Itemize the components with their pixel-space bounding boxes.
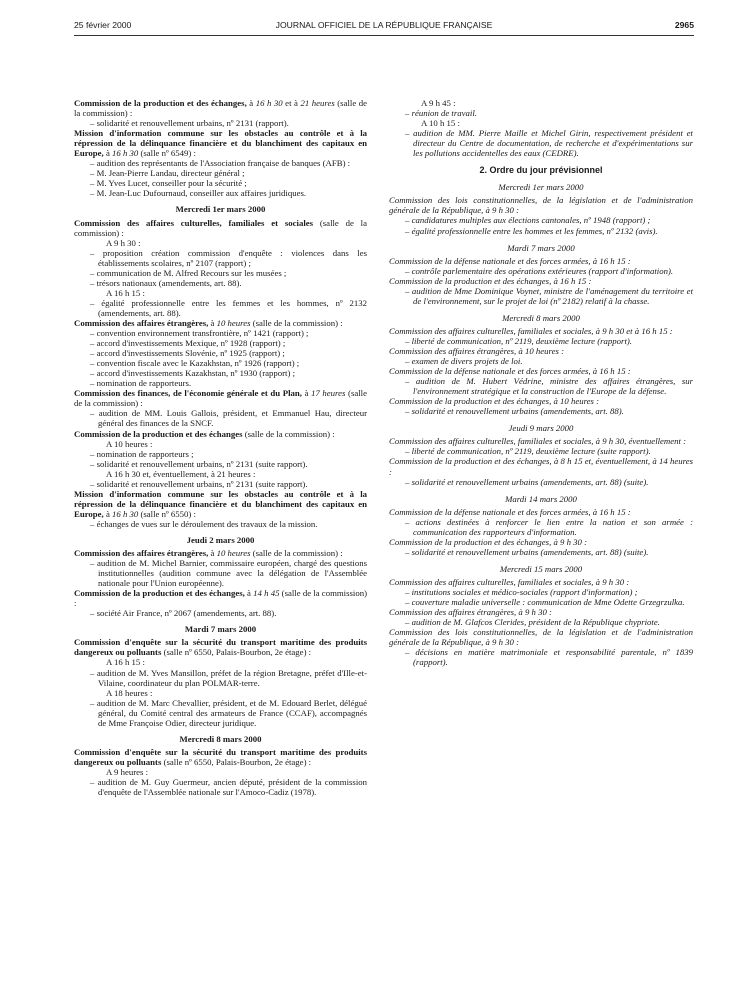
entry-heading: Commission de la production et des échanges, à 16 h 15 : bbox=[389, 275, 592, 286]
time-slot: A 18 heures : bbox=[106, 687, 153, 698]
entry-heading bbox=[74, 588, 367, 608]
agenda-item: – accord d'investissements Kazakhstan, nº 1930 (rapport) ; bbox=[82, 368, 367, 378]
entry-heading bbox=[74, 637, 367, 657]
text-run: à bbox=[208, 317, 217, 328]
committee-name: Commission de la production et des échanges bbox=[74, 428, 243, 439]
text-run: (salle nº 6550) : bbox=[138, 508, 196, 519]
agenda-item: – audition de MM. Louis Gallois, président, et Emmanuel Hau, directeur général des finances de la SNCF. bbox=[82, 408, 367, 428]
agenda-item: – égalité professionnelle entre les femmes et les hommes, nº 2132 (amendements, art. 88). bbox=[82, 298, 367, 318]
text-run: (salle de la commission) : bbox=[74, 98, 367, 119]
time-text: 10 heures bbox=[216, 548, 251, 559]
agenda-item: – audition de M. Marc Chevallier, président, et de M. Edouard Berlet, délégué général, du Comité central des armateurs de France (CCAF), accompagnés de Mme Françoise Odier, directeur juridique. bbox=[82, 698, 367, 728]
agenda-item: – trésors nationaux (amendements, art. 88). bbox=[82, 278, 367, 288]
left-column bbox=[74, 98, 367, 797]
entry-heading bbox=[74, 318, 367, 328]
time-slot: A 16 h 15 : bbox=[106, 657, 145, 668]
committee-name: Commission de la production et des échanges, bbox=[74, 98, 247, 108]
text-run: (salle nº 6550, Palais-Bourbon, 2e étage) : bbox=[161, 647, 312, 658]
day-heading: Jeudi 2 mars 2000 bbox=[186, 534, 255, 545]
time-slot: A 9 h 30 : bbox=[106, 237, 141, 248]
agenda-item: – audition de Mme Dominique Voynet, ministre de l'aménagement du territoire et de l'environnement, sur le projet de loi (nº 2182) relatif à la chasse. bbox=[397, 286, 693, 306]
header-date: 25 février 2000 bbox=[74, 20, 132, 30]
entry-heading bbox=[74, 218, 367, 238]
agenda-item: – convention fiscale avec le Kazakhstan, nº 1926 (rapport) ; bbox=[82, 358, 367, 368]
day-heading: Mardi 7 mars 2000 bbox=[507, 242, 575, 253]
text-run: (salle nº 6550, Palais-Bourbon, 2e étage) : bbox=[161, 756, 312, 767]
agenda-item: – audition des représentants de l'Association française de banques (AFB) : bbox=[82, 158, 367, 168]
time-slot: A 10 heures : bbox=[106, 438, 153, 449]
entry-heading: Commission des affaires étrangères, à 10 heures : bbox=[389, 345, 564, 356]
entry-heading bbox=[74, 128, 367, 158]
committee-name: Commission d'enquête sur la sécurité du transport maritime des produits dangereux ou polluants bbox=[74, 746, 367, 767]
time-text: 14 h 45 bbox=[253, 588, 280, 599]
header-rule bbox=[74, 35, 694, 36]
agenda-item: – solidarité et renouvellement urbains, nº 2131 (suite rapport). bbox=[82, 479, 367, 489]
agenda-item: – décisions en matière matrimoniale et responsabilité parentale, nº 1839 (rapport). bbox=[397, 647, 693, 667]
agenda-item: – échanges de vues sur le déroulement des travaux de la mission. bbox=[82, 519, 367, 529]
text-run: et à bbox=[282, 98, 301, 108]
entry-heading bbox=[74, 98, 367, 118]
text-run: à bbox=[301, 388, 312, 399]
committee-name: Commission des affaires étrangères, bbox=[74, 317, 209, 328]
day-heading: Mercredi 8 mars 2000 bbox=[502, 312, 580, 323]
entry-heading: Commission des lois constitutionnelles, de la législation et de l'administration générale de la République, à 9 h 30 : bbox=[389, 627, 693, 648]
committee-name: Mission d'information commune sur les obstacles au contrôle et à la répression de la délinquance financière et du blanchiment des capitaux en Europe, bbox=[74, 488, 367, 519]
agenda-item: – institutions sociales et médico-sociales (rapport d'information) ; bbox=[397, 587, 693, 597]
journal-title: JOURNAL OFFICIEL DE LA RÉPUBLIQUE FRANÇAISE bbox=[275, 20, 493, 30]
agenda-item: – M. Yves Lucet, conseiller pour la sécurité ; bbox=[82, 178, 367, 188]
time-slot: A 9 heures : bbox=[106, 766, 149, 777]
time-slot: A 9 h 45 : bbox=[421, 98, 456, 108]
day-heading: Mardi 7 mars 2000 bbox=[184, 624, 257, 635]
committee-name: Commission des affaires étrangères, bbox=[74, 548, 209, 559]
day-heading: Jeudi 9 mars 2000 bbox=[508, 423, 574, 434]
text-run: à bbox=[103, 508, 113, 519]
entry-heading: Commission de la défense nationale et des forces armées, à 16 h 15 : bbox=[389, 366, 631, 377]
text-run: à bbox=[208, 548, 217, 559]
entry-heading: Commission des lois constitutionnelles, de la législation et de l'administration générale de la République, à 9 h 30 : bbox=[389, 195, 693, 216]
agenda-item: – audition de M. Hubert Védrine, ministre des affaires étrangères, sur l'environnement stratégique et la construction de l'Europe de la défense. bbox=[397, 376, 693, 396]
text-run: (salle nº 6549) : bbox=[138, 148, 196, 159]
text-run: (salle de la commission) : bbox=[242, 428, 335, 439]
committee-name: Mission d'information commune sur les obstacles au contrôle et à la répression de la délinquance financière et du blanchiment des capitaux en Europe, bbox=[74, 128, 367, 159]
text-run: à bbox=[246, 98, 256, 108]
text-run: (salle de la commission) : bbox=[74, 217, 367, 238]
agenda-item: – M. Jean-Pierre Landau, directeur général ; bbox=[82, 168, 367, 178]
entry-heading: Commission des affaires étrangères, à 9 h 30 : bbox=[389, 607, 552, 618]
text-run: (salle de la commission) : bbox=[74, 588, 368, 609]
entry-heading: Commission de la production et des échanges, à 10 heures : bbox=[389, 396, 600, 407]
day-heading: Mercredi 1er mars 2000 bbox=[498, 182, 584, 193]
agenda-item: – solidarité et renouvellement urbains, nº 2131 (suite rapport). bbox=[82, 459, 367, 469]
agenda-item: – solidarité et renouvellement urbains (amendements, art. 88). bbox=[397, 406, 693, 416]
agenda-item: – examen de divers projets de loi. bbox=[397, 356, 693, 366]
time-text: 16 h 30 bbox=[112, 508, 139, 519]
agenda-item: – accord d'investissements Slovénie, nº 1925 (rapport) ; bbox=[82, 348, 367, 358]
entry-heading: Commission de la production et des échanges, à 9 h 30 : bbox=[389, 536, 587, 547]
time-text: 16 h 30 bbox=[255, 98, 283, 108]
day-heading: Mercredi 15 mars 2000 bbox=[499, 563, 583, 574]
agenda-item: – couverture maladie universelle : communication de Mme Odette Grzegrzulka. bbox=[397, 597, 693, 607]
page-header bbox=[74, 20, 694, 34]
day-heading: Mercredi 8 mars 2000 bbox=[179, 733, 262, 744]
committee-name: Commission des finances, de l'économie générale et du Plan, bbox=[74, 388, 302, 399]
committee-name: Commission de la production et des échanges, bbox=[74, 588, 245, 599]
agenda-item: – candidatures multiples aux élections cantonales, nº 1948 (rapport) ; bbox=[397, 215, 693, 225]
entry-heading bbox=[74, 388, 367, 408]
committee-name: Commission des affaires culturelles, familiales et sociales bbox=[74, 217, 314, 228]
section-heading: 2. Ordre du jour prévisionnel bbox=[479, 165, 603, 176]
entry-heading: Commission de la défense nationale et des forces armées, à 16 h 15 : bbox=[389, 506, 631, 517]
time-slot: A 16 h 15 : bbox=[106, 287, 145, 298]
agenda-item: – convention environnement transfrontière, nº 1421 (rapport) ; bbox=[82, 328, 367, 338]
text-run: (salle de la commission) : bbox=[250, 548, 343, 559]
entry-heading: Commission des affaires culturelles, familiales et sociales, à 9 h 30 et à 16 h 15 : bbox=[389, 325, 673, 336]
agenda-item: – proposition création commission d'enquête : violences dans les établissements scolaires, nº 2107 (rapport) ; bbox=[82, 248, 367, 268]
agenda-item: – égalité professionnelle entre les hommes et les femmes, nº 2132 (avis). bbox=[397, 226, 693, 236]
agenda-item: – solidarité et renouvellement urbains (amendements, art. 88) (suite). bbox=[397, 547, 693, 557]
page-number: 2965 bbox=[674, 20, 694, 30]
agenda-item: – société Air France, nº 2067 (amendements, art. 88). bbox=[82, 608, 367, 618]
agenda-item: – audition de M. Michel Barnier, commissaire européen, chargé des questions institutionnelles (audition commune avec la délégation de l'Assemblée nationale pour l'Union européenne). bbox=[82, 558, 367, 588]
text-run: à bbox=[244, 588, 254, 599]
time-text: 17 heures bbox=[311, 388, 346, 399]
agenda-item: – nomination de rapporteurs ; bbox=[82, 449, 367, 459]
day-heading: Mardi 14 mars 2000 bbox=[505, 493, 577, 504]
right-column bbox=[389, 98, 693, 667]
entry-heading bbox=[74, 747, 367, 767]
agenda-item: – actions destinées à renforcer le lien entre la nation et son armée : communication des rapporteurs d'information. bbox=[397, 517, 693, 537]
entry-heading: Commission de la défense nationale et des forces armées, à 16 h 15 : bbox=[389, 255, 631, 266]
day-heading: Mercredi 1er mars 2000 bbox=[175, 204, 266, 215]
time-slot: A 10 h 15 : bbox=[421, 118, 460, 129]
time-text: 16 h 30 bbox=[112, 148, 139, 159]
agenda-item: – nomination de rapporteurs. bbox=[82, 378, 367, 388]
text-run: à bbox=[103, 148, 113, 159]
agenda-item: – audition de M. Glafcos Clerides, président de la République chypriote. bbox=[397, 617, 693, 627]
time-slot: A 16 h 30 et, éventuellement, à 21 heures : bbox=[106, 468, 256, 479]
agenda-item: – accord d'investissements Mexique, nº 1928 (rapport) ; bbox=[82, 338, 367, 348]
agenda-item: – communication de M. Alfred Recours sur les musées ; bbox=[82, 268, 367, 278]
committee-name: Commission d'enquête sur la sécurité du transport maritime des produits dangereux ou polluants bbox=[74, 637, 367, 658]
agenda-item: – contrôle parlementaire des opérations extérieures (rapport d'information). bbox=[397, 266, 693, 276]
entry-heading: Commission de la production et des échanges, à 8 h 15 et, éventuellement, à 14 heures : bbox=[389, 456, 693, 477]
time-text: 10 heures bbox=[216, 317, 251, 328]
entry-heading bbox=[74, 429, 367, 439]
agenda-item: – audition de M. Guy Guermeur, ancien député, président de la commission d'enquête de l'Assemblée nationale sur l'Amoco-Cadiz (1978). bbox=[82, 777, 367, 797]
agenda-item: – liberté de communication, nº 2119, deuxième lecture (rapport). bbox=[397, 336, 693, 346]
text-run: (salle de la commission) : bbox=[74, 388, 367, 409]
time-text: 21 heures bbox=[300, 98, 335, 108]
agenda-item: – audition de M. Yves Mansillon, préfet de la région Bretagne, préfet d'Ille-et-Vilaine, coordinateur du plan POLMAR-terre. bbox=[82, 668, 367, 688]
agenda-item: – solidarité et renouvellement urbains, nº 2131 (rapport). bbox=[82, 118, 367, 128]
entry-heading bbox=[74, 548, 367, 558]
text-run: (salle de la commission) : bbox=[250, 317, 343, 328]
agenda-item: – solidarité et renouvellement urbains (amendements, art. 88) (suite). bbox=[397, 477, 693, 487]
entry-heading bbox=[74, 489, 367, 519]
agenda-item: – réunion de travail. bbox=[397, 108, 693, 118]
entry-heading: Commission des affaires culturelles, familiales et sociales, à 9 h 30 : bbox=[389, 576, 630, 587]
agenda-item: – M. Jean-Luc Dufournaud, conseiller aux affaires juridiques. bbox=[82, 188, 367, 198]
agenda-item: – liberté de communication, nº 2119, deuxième lecture (suite rapport). bbox=[397, 446, 693, 456]
agenda-item: – audition de MM. Pierre Maille et Michel Girin, respectivement président et directeur du Centre de documentation, de recherche et d'expérimentations sur les pollutions accidentelles des eaux (CEDRE). bbox=[397, 128, 693, 158]
entry-heading: Commission des affaires culturelles, familiales et sociales, à 9 h 30, éventuellement : bbox=[389, 436, 687, 447]
